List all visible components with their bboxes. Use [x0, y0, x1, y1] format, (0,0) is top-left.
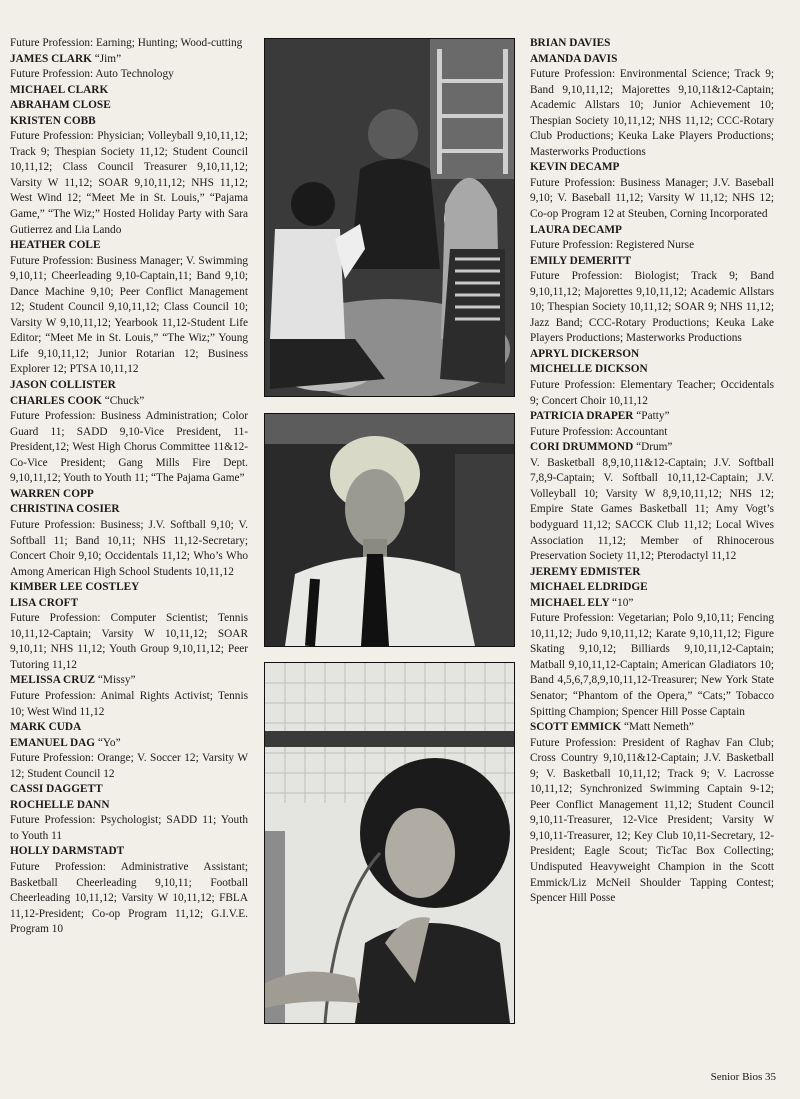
senior-nickname: “Yo” — [97, 736, 121, 749]
page-footer: Senior Bios 35 — [710, 1071, 776, 1083]
senior-name — [530, 720, 774, 736]
senior-name-text: LAURA DECAMP — [530, 223, 622, 236]
photo-group-of-students — [264, 38, 515, 397]
senior-bio-entry — [530, 223, 774, 254]
senior-name — [530, 52, 774, 68]
senior-bio-text: Future Profession: Registered Nurse — [530, 239, 695, 252]
senior-name — [10, 378, 248, 394]
senior-name — [530, 347, 774, 363]
bios-right-column — [530, 36, 774, 907]
senior-name-text: BRIAN DAVIES — [530, 37, 611, 49]
senior-name — [530, 223, 774, 239]
senior-bio-entry — [10, 394, 248, 487]
senior-name-text: EMILY DEMERITT — [530, 254, 632, 267]
senior-bio-entry — [10, 98, 248, 114]
senior-bio-text: V. Basketball 8,9,10,11&12-Captain; J.V. Softball 7,8,9-Captain; V. Softball 10,11,12-Captain; J.V. Volleyball 10; Varsity W 8,9,10,11,12; NHS 12; Empire State Games Basketball 11; Amy Vogt’s bodyguard 11,12; SACCK Club 11,12; Local Wives Association 11,12; Member of Rhinocerous Preservation Society 11,12; Pterodactyl 11,12 — [530, 456, 774, 563]
senior-name — [530, 580, 774, 596]
photo-student-on-phone — [264, 662, 515, 1024]
senior-name — [10, 798, 248, 814]
senior-bio-text: Future Profession: Business Administration; Color Guard 11; SADD 9,10-Vice President, 11-President,12; West High Chorus Committee 11&12-Co-Vice President; Gang Mills Fire Dept. 9,10,11,12; Youth to Youth 11; “The Pajama Game” — [10, 410, 248, 485]
senior-name — [10, 580, 248, 596]
senior-name — [530, 254, 774, 270]
senior-name-text: CASSI DAGGETT — [10, 783, 103, 796]
senior-name-text: KEVIN DECAMP — [530, 161, 620, 174]
senior-name-text: JASON COLLISTER — [10, 379, 116, 392]
senior-nickname: “Chuck” — [104, 394, 145, 407]
senior-name — [530, 362, 774, 378]
senior-name-text: MARK CUDA — [10, 721, 82, 734]
senior-name — [10, 83, 248, 99]
senior-name — [10, 736, 248, 752]
senior-name-text: EMANUEL DAG — [10, 736, 96, 749]
senior-bio-text: Future Profession: Elementary Teacher; Occidentals 9; Concert Choir 10,11,12 — [530, 379, 774, 407]
senior-nickname: “10” — [612, 596, 634, 609]
senior-name-text: MICHELLE DICKSON — [530, 363, 648, 376]
senior-name-text: KIMBER LEE COSTLEY — [10, 581, 140, 594]
senior-bio-entry — [10, 238, 248, 378]
senior-name — [530, 596, 774, 612]
senior-bio-entry — [10, 580, 248, 596]
senior-name-text: HEATHER COLE — [10, 239, 101, 252]
senior-bio-entry — [530, 254, 774, 347]
senior-bio-text: Future Profession: Business; J.V. Softball 9,10; V. Softball 11; Band 10,11; NHS 11,12-Secretary; Concert Choir 9,10; Occidentals 11,12; Who’s Who Among American High School Students 10,11,12 — [10, 518, 248, 578]
senior-bio-entry — [10, 487, 248, 503]
senior-name-text: PATRICIA DRAPER — [530, 410, 634, 423]
senior-bio-entry — [10, 736, 248, 783]
senior-name — [10, 844, 248, 860]
senior-bio-entry — [10, 596, 248, 674]
senior-name-text: ROCHELLE DANN — [10, 798, 110, 811]
senior-name — [530, 565, 774, 581]
senior-name-text: MICHAEL ELY — [530, 596, 610, 609]
senior-bio-entry — [10, 844, 248, 937]
senior-bio-entry — [530, 580, 774, 596]
senior-name-text: SCOTT EMMICK — [530, 721, 622, 734]
senior-name — [10, 52, 248, 68]
senior-nickname: “Jim” — [94, 52, 122, 65]
senior-name — [10, 487, 248, 503]
senior-name — [10, 673, 248, 689]
senior-bio-entry — [530, 720, 774, 907]
senior-name-text: HOLLY DARMSTADT — [10, 845, 125, 858]
senior-bio-entry — [530, 362, 774, 409]
senior-name-text: CHRISTINA COSIER — [10, 503, 120, 516]
senior-nickname: “Matt Nemeth” — [623, 721, 694, 734]
senior-bio-entry — [10, 502, 248, 580]
bios-left-column — [10, 36, 248, 938]
photo-student-with-tie — [264, 413, 515, 647]
senior-bio-text: Future Profession: Computer Scientist; Tennis 10,11,12-Captain; Varsity W 10,11,12; SOAR 9,10,11; NHS 11,12; Youth Group 9,10,11,12; Peer Tutoring 11,12 — [10, 612, 248, 671]
senior-bio-entry — [10, 114, 248, 238]
senior-name — [10, 782, 248, 798]
senior-name-text: ABRAHAM CLOSE — [10, 99, 111, 112]
senior-bio-entry — [10, 378, 248, 394]
senior-nickname: “Patty” — [636, 410, 670, 423]
senior-name-text: APRYL DICKERSON — [530, 347, 640, 360]
senior-name — [10, 394, 248, 410]
senior-bio-entry — [10, 83, 248, 99]
senior-name-text: MICHAEL ELDRIDGE — [530, 581, 648, 594]
senior-name — [10, 114, 248, 130]
senior-name-text: CORI DRUMMOND — [530, 441, 634, 454]
senior-bio-entry — [10, 798, 248, 845]
senior-bio-entry — [530, 409, 774, 440]
senior-bio-text: Future Profession: Earning; Hunting; Wood-cutting — [10, 37, 243, 49]
senior-name-text: JEREMY EDMISTER — [530, 565, 641, 578]
senior-bio-text: Future Profession: Environmental Science; Track 9; Band 9,10,11,12; Majorettes 9,10,11&12-Captain; Academic Allstars 10; Junior Achievement 10; Thespian Society 10,11,12; NHS 11,12; CCC-Rotary Club Productions; Keuka Lake Players Productions; Masterworks Productions — [530, 68, 774, 158]
senior-bio-entry — [530, 36, 774, 52]
senior-name — [530, 409, 774, 425]
senior-bio-entry — [10, 720, 248, 736]
senior-bio-entry — [530, 52, 774, 161]
senior-name — [10, 596, 248, 612]
senior-bio-text: Future Profession: Psychologist; SADD 11; Youth to Youth 11 — [10, 814, 248, 842]
senior-bio-entry — [10, 673, 248, 720]
senior-nickname: “Missy” — [97, 674, 136, 687]
senior-nickname: “Drum” — [636, 441, 673, 454]
senior-bio-entry — [530, 160, 774, 222]
senior-bio-entry — [10, 36, 248, 52]
senior-bio-entry — [10, 52, 248, 83]
senior-bio-text: Future Profession: Auto Technology — [10, 68, 174, 81]
senior-name — [10, 238, 248, 254]
senior-name — [10, 98, 248, 114]
senior-name — [530, 160, 774, 176]
senior-name-text: LISA CROFT — [10, 596, 79, 609]
senior-name-text: KRISTEN COBB — [10, 114, 96, 127]
senior-name — [10, 502, 248, 518]
senior-bio-text: Future Profession: Orange; V. Soccer 12; Varsity W 12; Student Council 12 — [10, 752, 248, 780]
senior-name — [10, 720, 248, 736]
senior-bio-entry — [530, 440, 774, 564]
senior-name-text: AMANDA DAVIS — [530, 52, 618, 65]
senior-name — [530, 440, 774, 456]
senior-name-text: JAMES CLARK — [10, 52, 92, 65]
senior-bio-text: Future Profession: Business Manager; J.V. Baseball 9,10; V. Baseball 11,12; Varsity W 11,12; NHS 12; Co-op Program 12 at Steuben, Corning Incorporated — [530, 176, 774, 221]
senior-bio-entry — [10, 782, 248, 798]
senior-bio-entry — [530, 596, 774, 720]
senior-bio-text: Future Profession: Biologist; Track 9; Band 9,10,11,12; Majorettes 9,10,11,12; Academic Allstars 10; Thespian Society 10,11,12; SOAR 9; NHS 11,12; Jazz Band; CCC-Rotary Productions; Keuka Lake Players Productions; Masterworks Productions — [530, 270, 774, 345]
senior-bio-text: Future Profession: Physician; Volleyball 9,10,11,12; Track 9; Thespian Society 11,12; Student Council 10,11,12; Class Council Treasurer 9,10,11,12; Varsity W 11,12; SOAR 9,10,11,12; NHS 11,12; West Wind 12; “Meet Me in St. Louis,” “Pajama Game,” “The Wiz;” Hosted Holiday Party with Sara Gutierrez and Lia Lando — [10, 130, 248, 236]
senior-name-text: WARREN COPP — [10, 487, 94, 500]
senior-name-text: MELISSA CRUZ — [10, 674, 96, 687]
senior-bio-text: Future Profession: President of Raghav Fan Club; Cross Country 9,10,11&12-Captain; J.V. Basketball 9; V. Basketball 10,11,12; Track 9; V. Lacrosse 10,11,12; Synchronized Swimming Captain 9-12; Peer Conflict Management 11,12; Student Council 9,10,11-Treasurer, 12-Vice President; Varsity W 9,10,11-Treasurer, 12; Key Club 10,11-Secretary, 12-President; Eagle Scout; TicTac Box Collecting; Undisputed Heavyweight Champion in the Scott Emmick/Liz McNeil Shoulder Tapping Contest; Spencer Hill Posse — [530, 736, 774, 905]
senior-bio-entry — [530, 347, 774, 363]
senior-name-text: CHARLES COOK — [10, 394, 102, 407]
senior-bio-text: Future Profession: Administrative Assistant; Basketball Cheerleading 9,10,11; Football Cheerleading 10,11,12; Varsity W 10,11,12; FBLA 11,12-President; Co-op Program 11,12; G.I.V.E. Program 10 — [10, 860, 248, 936]
senior-bio-text: Future Profession: Business Manager; V. Swimming 9,10,11; Cheerleading 9,10-Captain,11; Band 9,10; Dance Machine 9,10; Peer Conflict Management 12; Student Council 9,10,11,12; Class Council 10; Varsity W 9,10,11,12; Yearbook 11,12-Student Life Editor; “Meet Me in St. Louis,” “The Wiz;” Young Life 9,10,11,12; Junior Rotarian 12; Business Explorer 12; PTSA 10,11,12 — [10, 254, 248, 376]
senior-bio-text: Future Profession: Accountant — [530, 425, 668, 438]
senior-name-text: MICHAEL CLARK — [10, 83, 109, 96]
senior-name — [530, 36, 774, 52]
senior-bio-text: Future Profession: Animal Rights Activist; Tennis 10; West Wind 11,12 — [10, 689, 248, 718]
senior-bio-text: Future Profession: Vegetarian; Polo 9,10,11; Fencing 10,11,12; Judo 9,10,11,12; Karate 9,10,11,12; Figure Skating 9,10,12; Billiards 9,10,11,12-Captain; Matball 9,10,11,12-Captain; American Gladiators 10; Band 4,5,6,7,8,9,10,11,12-Treasurer; New York State Senator; “Phantom of the Opera,” “Cats;” Tobacco Spitting Champion; Spencer Hill Posse Captain — [530, 612, 774, 718]
senior-bio-entry — [530, 565, 774, 581]
